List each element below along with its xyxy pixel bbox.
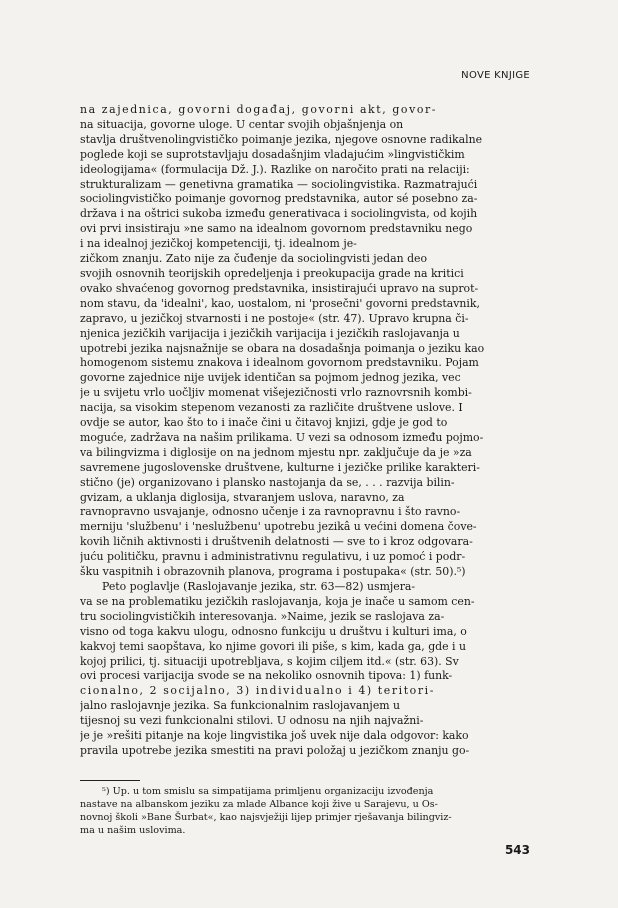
text-line: ovi prvi insistiraju »ne samo na idealnom govornom predstavniku nego [80,222,473,236]
text-line: govorne zajednice nije uvijek identičan sa pojmom jednog jezika, vec [80,371,461,385]
text-line: šku vaspitnih i obrazovnih planova, programa i postupaka« (str. 50).⁵) [80,565,466,579]
text-line: cionalno, 2 socijalno, 3) individualno i 4) teritori- [80,684,436,698]
text-line: država i na oštrici sukoba između generativaca i sociolingvista, od kojih [80,207,478,221]
text-line: va se na problematiku jezičkih raslojavanja, koja je inače u samom cen- [80,594,475,608]
text-line: zapravo, u jezičkoj stvarnosti i ne postoje« (str. 47). Upravo krupna či- [80,311,469,325]
text-line: i na idealnoj jezičkoj kompetenciji, tj. idealnom je- [80,237,357,251]
text-line: pravila upotrebe jezika smestiti na pravi položaj u jezičkom znanju go- [80,743,470,757]
text-line: na zajednica, govorni događaj, govorni akt, govor- [80,103,438,116]
text-line: va bilingvizma i diglosije on na jednom mjestu npr. zaključuje da je »za [80,445,472,459]
text-line: nom stavu, da 'idealni', kao, uostalom, ni 'prosečni' govorni predstavnik, [80,296,480,310]
text-line: ravnopravno usvajanje, odnosno učenje i za ravnopravnu i što ravno- [80,505,461,519]
text-line: merniju 'službenu' i 'neslužbenu' upotrebu jezikâ u većini domena čove- [80,520,477,534]
text-line: upotrebi jezika najsnažnije se obara na dosadašnja poimanja o jeziku kao [80,341,485,355]
text-line: juću političku, pravnu i administrativnu regulativu, i uz pomoć i podr- [80,550,466,564]
text-line: stavlja društvenolingvističko poimanje jezika, njegove osnovne radikalne [80,132,483,146]
text-line: gvizam, a uklanja diglosija, stvaranjem uslova, naravno, za [80,490,405,504]
text-line: tijesnoj su vezi funkcionalni stilovi. U odnosu na njih najvažni- [80,714,424,728]
text-line: kakvoj temi saopštava, ko njime govori ili piše, s kim, kada ga, gde i u [80,639,467,653]
footnote-line: ⁵) Up. u tom smislu sa simpatijama primljenu organizaciju izvođenja [102,786,434,797]
footnote-line: ma u našim uslovima. [80,825,186,836]
text-line: je u svijetu vrlo uočljiv momenat višejezičnosti vrlo raznovrsnih kombi- [80,386,472,400]
text-line: poglede koji se suprotstavljaju dosadašnjim vladajućim »lingvističkim [80,147,465,161]
footnote [80,785,528,837]
text-line: visno od toga kakvu ulogu, odnosno funkciju u društvu i kulturi ima, o [80,624,467,638]
footnote-line: novnoj školi »Bane Šurbat«, kao najsvježiji lijep primjer rješavanja bilingviz- [80,812,452,823]
text-line: nacija, sa visokim stepenom vezanosti za različite društvene uslove. I [80,401,463,415]
text-line: jalno raslojavnje jezika. Sa funkcionalnim raslojavanjem u [80,699,401,713]
running-header: NOVE KNJIGE [461,70,530,81]
text-line: njenica jezičkih varijacija i jezičkih varijacija i jezičkih raslojavanja u [80,326,460,340]
text-line: tru sociolingvističkih interesovanja. »Naime, jezik se raslojava za- [80,609,445,623]
text-line: Peto poglavlje (Raslojavanje jezika, str. 63—82) usmjera- [102,580,416,593]
text-line: stično (je) organizovano i plansko nastojanja da se, . . . razvija bilin- [80,475,455,489]
page-number: 543 [504,843,530,857]
text-line: savremene jugoslovenske društvene, kulturne i jezičke prilike karakteri- [80,460,480,474]
footnote-line: nastave na albanskom jeziku za mlade Albance koji žive u Sarajevu, u Os- [80,799,438,810]
body-text [80,103,528,759]
footnote-divider [80,780,140,781]
text-line: ideologijama« (formulacija Dž. J.). Razlike on naročito prati na relaciji: [80,162,470,176]
text-line: sociolingvističko poimanje govornog predstavnika, autor sé posebno za- [80,192,478,206]
text-line: ovako shvaćenog govornog predstavnika, insistirajući upravo na suprot- [80,281,479,295]
text-line: svojih osnovnih teorijskih opredeljenja i preokupacija grade na kritici [80,266,464,280]
text-line: na situacija, govorne uloge. U centar svojih objašnjenja on [80,117,404,131]
text-line: kojoj prilici, tj. situaciji upotrebljava, s kojim ciljem itd.« (str. 63). Sv [80,654,459,668]
text-line: moguće, zadržava na našim prilikama. U vezi sa odnosom između pojmo- [80,430,484,444]
text-line: je je »rešiti pitanje na koje lingvistika još uvek nije dala odgovor: kako [80,729,469,743]
text-line: strukturalizam — genetivna gramatika — sociolingvistika. Razmatrajući [80,177,478,191]
text-line: zičkom znanju. Zato nije za čuđenje da sociolingvisti jedan deo [80,252,428,266]
text-line: kovih ličnih aktivnosti i društvenih delatnosti — sve to i kroz odgovara- [80,535,473,549]
text-line: homogenom sistemu znakova i idealnom govornom predstavniku. Pojam [80,356,479,370]
text-line: ovi procesi varijacija svode se na nekoliko osnovnih tipova: 1) funk- [80,669,453,683]
text-line: ovdje se autor, kao što to i inače čini u čitavoj knjizi, gdje je god to [80,416,448,430]
